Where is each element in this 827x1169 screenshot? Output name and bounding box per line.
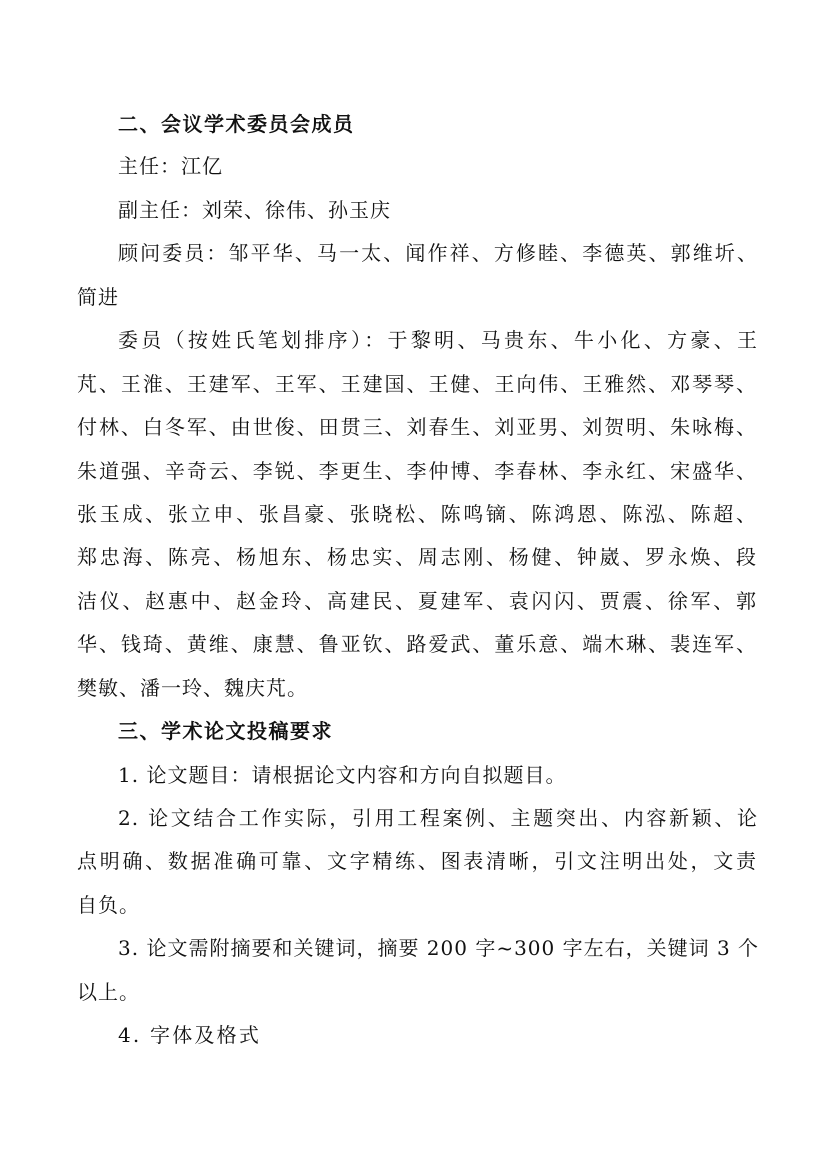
section-heading-submission: 三、学术论文投稿要求 bbox=[118, 719, 333, 743]
vice-directors-line: 副主任：刘荣、徐伟、孙玉庆 bbox=[118, 198, 391, 222]
requirement-item-4: 4. 字体及格式 bbox=[118, 1023, 262, 1047]
members-line-8: 华、钱琦、黄维、康慧、鲁亚钦、路爱武、董乐意、端木琳、裴连军、 bbox=[77, 632, 757, 656]
members-line-5: 张玉成、张立申、张昌豪、张晓松、陈鸣镝、陈鸿恩、陈泓、陈超、 bbox=[77, 502, 757, 526]
requirement-item-2-line-3: 自负。 bbox=[77, 893, 140, 917]
members-line-2: 芃、王淮、王建军、王军、王建国、王健、王向伟、王雅然、邓琴琴、 bbox=[77, 372, 757, 396]
members-line-1: 委员（按姓氏笔划排序）：于黎明、马贵东、牛小化、方豪、王 bbox=[118, 328, 758, 352]
requirement-item-3-line-2: 以上。 bbox=[77, 980, 140, 1004]
requirement-item-3-line-1: 3. 论文需附摘要和关键词，摘要 200 字~300 字左右，关键词 3 个 bbox=[118, 936, 760, 960]
section-heading-committee: 二、会议学术委员会成员 bbox=[118, 112, 355, 136]
members-line-9: 樊敏、潘一玲、魏庆芃。 bbox=[77, 676, 308, 700]
requirement-item-2-line-2: 点明确、数据准确可靠、文字精练、图表清晰，引文注明出处，文责 bbox=[77, 849, 757, 873]
members-line-7: 洁仪、赵惠中、赵金玲、高建民、夏建军、袁闪闪、贾震、徐军、郭 bbox=[77, 589, 757, 613]
requirement-item-2-line-1: 2. 论文结合工作实际，引用工程案例、主题突出、内容新颖、论 bbox=[118, 806, 758, 830]
requirement-item-1: 1. 论文题目：请根据论文内容和方向自拟题目。 bbox=[118, 763, 567, 787]
director-line: 主任：江亿 bbox=[118, 154, 223, 178]
advisors-line-2: 简进 bbox=[77, 285, 119, 309]
members-line-6: 郑忠海、陈亮、杨旭东、杨忠实、周志刚、杨健、钟崴、罗永焕、段 bbox=[77, 545, 757, 569]
members-line-3: 付林、白冬军、由世俊、田贯三、刘春生、刘亚男、刘贺明、朱咏梅、 bbox=[77, 415, 757, 439]
members-line-4: 朱道强、辛奇云、李锐、李更生、李仲博、李春林、李永红、宋盛华、 bbox=[77, 459, 757, 483]
advisors-line-1: 顾问委员：邹平华、马一太、闻作祥、方修睦、李德英、郭维圻、 bbox=[118, 241, 758, 265]
